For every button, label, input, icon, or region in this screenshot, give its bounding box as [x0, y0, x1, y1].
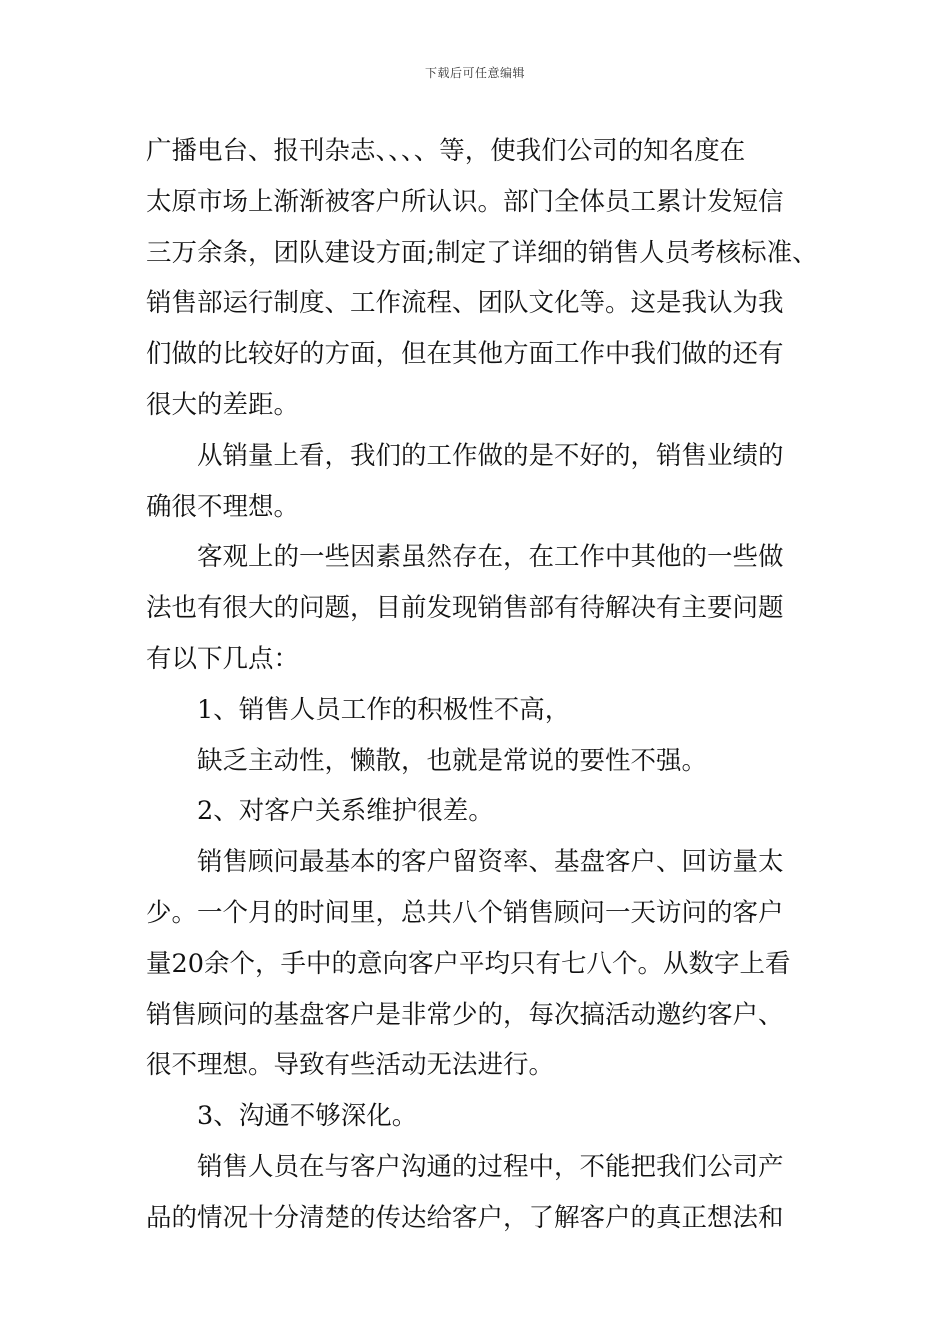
- paragraph-start-line: 客观上的一些因素虽然存在，在工作中其他的一些做: [197, 542, 784, 573]
- text-line: 少。一个月的时间里，总共八个销售顾问一天访问的客户: [146, 897, 784, 928]
- paragraph-start-line: 销售顾问最基本的客户留资率、基盘客户、回访量太: [197, 847, 784, 878]
- text-line: 广播电台、报刊杂志、、、、等，使我们公司的知名度在: [146, 136, 746, 166]
- text-line: 很大的差距。: [146, 389, 300, 420]
- document-body: [146, 126, 826, 1244]
- text-line: 法也有很大的问题，目前发现销售部有待解决有主要问题: [146, 593, 784, 624]
- text-line: 们做的比较好的方面，但在其他方面工作中我们做的还有: [146, 339, 784, 370]
- text-line: 量20余个，手中的意向客户平均只有七八个。从数字上看: [146, 948, 791, 979]
- list-item-heading: 3、沟通不够深化。: [197, 1101, 418, 1132]
- header-note: 下载后可任意编辑: [424, 66, 525, 80]
- text-line: 很不理想。导致有些活动无法进行。: [146, 1050, 555, 1081]
- text-line: 销售部运行制度、工作流程、团队文化等。这是我认为我: [146, 288, 784, 319]
- text-line: 确很不理想。: [146, 491, 300, 522]
- list-item-heading: 1、销售人员工作的积极性不高，: [197, 694, 571, 725]
- paragraph-start-line: 从销量上看，我们的工作做的是不好的，销售业绩的: [197, 440, 784, 471]
- text-line: 销售顾问的基盘客户是非常少的，每次搞活动邀约客户、: [146, 999, 784, 1030]
- list-item-heading: 2、对客户关系维护很差。: [197, 796, 494, 827]
- paragraph-start-line: 销售人员在与客户沟通的过程中，不能把我们公司产: [197, 1151, 784, 1182]
- text-line: 三万余条，团队建设方面;制定了详细的销售人员考核标准、: [146, 237, 818, 268]
- text-line: 有以下几点：: [146, 643, 300, 674]
- text-line: 太原市场上渐渐被客户所认识。部门全体员工累计发短信: [146, 186, 784, 217]
- text-line: 品的情况十分清楚的传达给客户，了解客户的真正想法和: [146, 1202, 784, 1233]
- paragraph-start-line: 缺乏主动性，懒散，也就是常说的要性不强。: [197, 745, 708, 776]
